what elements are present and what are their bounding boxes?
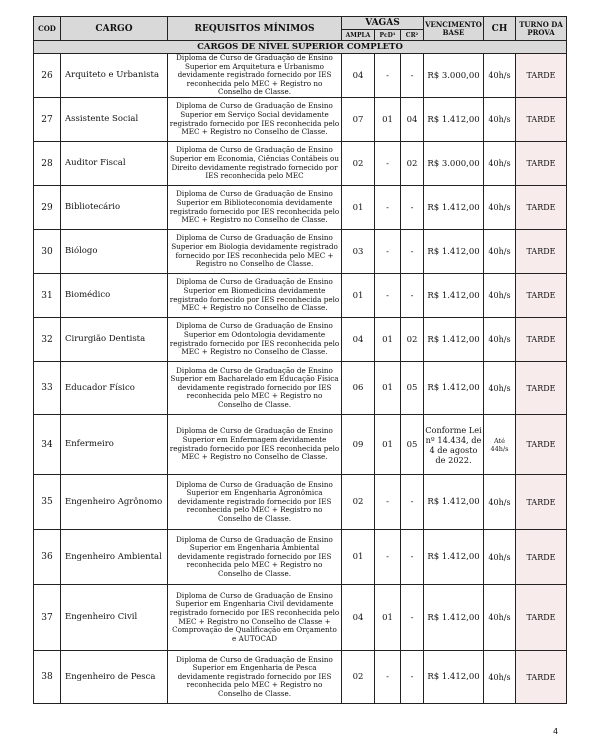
row-ch: 40h/s: [484, 98, 516, 142]
row-requisitos: Diploma de Curso de Graduação de Ensino Superior em Engenharia de Pesca devidamente registrado fornecido por IES reconhecida pelo MEC + Registro no Conselho de Classe.: [168, 651, 342, 704]
row-pcd: -: [375, 475, 401, 530]
row-cod: 33: [34, 362, 61, 415]
row-ch: Até 44h/s: [484, 415, 516, 475]
row-ch: 40h/s: [484, 651, 516, 704]
row-cr: 04: [401, 98, 424, 142]
row-cr: -: [401, 530, 424, 585]
row-cr: -: [401, 651, 424, 704]
row-ampla: 04: [342, 318, 375, 362]
row-cod: 31: [34, 274, 61, 318]
row-vencimento: R$ 1.412,00: [424, 318, 484, 362]
row-pcd: 01: [375, 585, 401, 651]
row-requisitos: Diploma de Curso de Graduação de Ensino Superior em Engenharia Civil devidamente registrado fornecido por IES reconhecida pelo MEC + Registro no Conselho de Classe + Comprovação de Qualificação em Orçamento e AUTOCAD: [168, 585, 342, 651]
row-requisitos: Diploma de Curso de Graduação de Ensino Superior em Biomedicina devidamente registrado fornecido por IES reconhecida pelo MEC + Registro no Conselho de Classe.: [168, 274, 342, 318]
row-ampla: 01: [342, 186, 375, 230]
row-cod: 34: [34, 415, 61, 475]
row-vencimento: R$ 1.412,00: [424, 186, 484, 230]
row-cargo: Auditor Fiscal: [61, 142, 168, 186]
row-turno: TARDE: [516, 651, 567, 704]
row-requisitos: Diploma de Curso de Graduação de Ensino Superior em Biblioteconomia devidamente registrado fornecido por IES reconhecida pelo MEC + Registro no Conselho de Classe.: [168, 186, 342, 230]
row-requisitos: Diploma de Curso de Graduação de Ensino Superior em Bacharelado em Educação Física devidamente registrado fornecido por IES reconhecida pelo MEC + Registro no Conselho de Classe.: [168, 362, 342, 415]
row-pcd: -: [375, 186, 401, 230]
row-turno: TARDE: [516, 142, 567, 186]
row-cod: 35: [34, 475, 61, 530]
table-row: [34, 142, 567, 186]
row-ampla: 06: [342, 362, 375, 415]
row-vencimento: R$ 3.000,00: [424, 142, 484, 186]
row-requisitos: Diploma de Curso de Graduação de Ensino Superior em Serviço Social devidamente registrado fornecido por IES reconhecida pelo MEC + Registro no Conselho de Classe.: [168, 98, 342, 142]
row-turno: TARDE: [516, 318, 567, 362]
table-row: [34, 475, 567, 530]
table-row: [34, 98, 567, 142]
row-cargo: Engenheiro Civil: [61, 585, 168, 651]
row-cargo: Biomédico: [61, 274, 168, 318]
row-ampla: 04: [342, 585, 375, 651]
row-cr: -: [401, 274, 424, 318]
row-vencimento: R$ 1.412,00: [424, 274, 484, 318]
row-vencimento: R$ 1.412,00: [424, 651, 484, 704]
row-turno: TARDE: [516, 274, 567, 318]
row-vencimento: R$ 1.412,00: [424, 475, 484, 530]
row-ch: 40h/s: [484, 585, 516, 651]
row-turno: TARDE: [516, 98, 567, 142]
row-cod: 27: [34, 98, 61, 142]
row-ch: 40h/s: [484, 362, 516, 415]
header-turno: TURNO DA PROVA: [516, 17, 567, 41]
row-turno: TARDE: [516, 530, 567, 585]
row-cargo: Educador Físico: [61, 362, 168, 415]
row-requisitos: Diploma de Curso de Graduação de Ensino Superior em Economia, Ciências Contábeis ou Direito devidamente registrado fornecido por IES reconhecida pelo MEC: [168, 142, 342, 186]
row-cr: -: [401, 186, 424, 230]
page-number: 4: [553, 727, 559, 736]
row-cod: 36: [34, 530, 61, 585]
table-row: [34, 186, 567, 230]
row-ampla: 02: [342, 475, 375, 530]
row-pcd: 01: [375, 362, 401, 415]
row-ch: 40h/s: [484, 530, 516, 585]
header-requisitos: REQUISITOS MÍNIMOS: [168, 17, 342, 41]
row-vencimento: R$ 1.412,00: [424, 362, 484, 415]
row-vencimento: Conforme Lei nº 14.434, de 4 de agosto de 2022.: [424, 415, 484, 475]
row-turno: TARDE: [516, 186, 567, 230]
row-pcd: 01: [375, 98, 401, 142]
table-row: [34, 415, 567, 475]
row-vencimento: R$ 1.412,00: [424, 230, 484, 274]
row-turno: TARDE: [516, 415, 567, 475]
row-cargo: Enfermeiro: [61, 415, 168, 475]
row-turno: TARDE: [516, 585, 567, 651]
table-row: [34, 318, 567, 362]
row-ch: 40h/s: [484, 54, 516, 98]
row-ampla: 07: [342, 98, 375, 142]
section-title: CARGOS DE NÍVEL SUPERIOR COMPLETO: [34, 41, 567, 54]
row-ampla: 01: [342, 274, 375, 318]
row-cargo: Biólogo: [61, 230, 168, 274]
row-cod: 32: [34, 318, 61, 362]
row-ch: 40h/s: [484, 318, 516, 362]
row-turno: TARDE: [516, 54, 567, 98]
header-cr: CR²: [401, 30, 424, 41]
row-cr: 05: [401, 362, 424, 415]
row-cargo: Engenheiro Agrônomo: [61, 475, 168, 530]
row-vencimento: R$ 3.000,00: [424, 54, 484, 98]
row-cr: -: [401, 585, 424, 651]
row-cr: -: [401, 54, 424, 98]
header-ch: CH: [484, 17, 516, 41]
row-ch: 40h/s: [484, 475, 516, 530]
row-ampla: 03: [342, 230, 375, 274]
header-cargo: CARGO: [61, 17, 168, 41]
row-cod: 29: [34, 186, 61, 230]
row-requisitos: Diploma de Curso de Graduação de Ensino Superior em Arquitetura e Urbanismo devidamente registrado fornecido por IES reconhecida pelo MEC + Registro no Conselho de Classe.: [168, 54, 342, 98]
row-pcd: -: [375, 274, 401, 318]
row-ch: 40h/s: [484, 142, 516, 186]
row-requisitos: Diploma de Curso de Graduação de Ensino Superior em Engenharia Ambiental devidamente registrado fornecido por IES reconhecida pelo MEC + Registro no Conselho de Classe.: [168, 530, 342, 585]
table-row: [34, 651, 567, 704]
positions-table: [33, 16, 567, 704]
row-cod: 38: [34, 651, 61, 704]
row-pcd: -: [375, 142, 401, 186]
row-cod: 37: [34, 585, 61, 651]
row-requisitos: Diploma de Curso de Graduação de Ensino Superior em Enfermagem devidamente registrado fornecido por IES reconhecida pelo MEC + Registro no Conselho de Classe.: [168, 415, 342, 475]
table-row: [34, 530, 567, 585]
row-ampla: 02: [342, 651, 375, 704]
row-requisitos: Diploma de Curso de Graduação de Ensino Superior em Odontologia devidamente registrado fornecido por IES reconhecida pelo MEC + Registro no Conselho de Classe.: [168, 318, 342, 362]
header-vagas: VAGAS: [342, 17, 424, 30]
row-cr: -: [401, 230, 424, 274]
row-cargo: Engenheiro de Pesca: [61, 651, 168, 704]
row-cr: 02: [401, 142, 424, 186]
row-cr: 02: [401, 318, 424, 362]
row-ch: 40h/s: [484, 274, 516, 318]
table-row: [34, 274, 567, 318]
row-pcd: 01: [375, 318, 401, 362]
row-cr: -: [401, 475, 424, 530]
row-cargo: Arquiteto e Urbanista: [61, 54, 168, 98]
row-cargo: Assistente Social: [61, 98, 168, 142]
row-turno: TARDE: [516, 230, 567, 274]
row-pcd: -: [375, 530, 401, 585]
row-requisitos: Diploma de Curso de Graduação de Ensino Superior em Biologia devidamente registrado fornecido por IES reconhecida pelo MEC + Registro no Conselho de Classe.: [168, 230, 342, 274]
header-pcd: PcD¹: [375, 30, 401, 41]
row-pcd: -: [375, 230, 401, 274]
row-vencimento: R$ 1.412,00: [424, 98, 484, 142]
row-vencimento: R$ 1.412,00: [424, 585, 484, 651]
header-ampla: AMPLA: [342, 30, 375, 41]
row-cod: 30: [34, 230, 61, 274]
row-cod: 26: [34, 54, 61, 98]
header-vencimento: VENCIMENTO BASE: [424, 17, 484, 41]
table-row: [34, 362, 567, 415]
row-turno: TARDE: [516, 475, 567, 530]
row-ch: 40h/s: [484, 186, 516, 230]
table-row: [34, 230, 567, 274]
row-pcd: -: [375, 651, 401, 704]
table-row: [34, 54, 567, 98]
row-ampla: 02: [342, 142, 375, 186]
row-turno: TARDE: [516, 362, 567, 415]
row-cargo: Engenheiro Ambiental: [61, 530, 168, 585]
header-cod: COD: [34, 17, 61, 41]
row-vencimento: R$ 1.412,00: [424, 530, 484, 585]
row-cod: 28: [34, 142, 61, 186]
row-pcd: -: [375, 54, 401, 98]
row-ampla: 04: [342, 54, 375, 98]
row-cr: 05: [401, 415, 424, 475]
row-cargo: Cirurgião Dentista: [61, 318, 168, 362]
row-ampla: 09: [342, 415, 375, 475]
row-ampla: 01: [342, 530, 375, 585]
row-ch: 40h/s: [484, 230, 516, 274]
table-row: [34, 585, 567, 651]
row-requisitos: Diploma de Curso de Graduação de Ensino Superior em Engenharia Agronômica devidamente registrado fornecido por IES reconhecida pelo MEC + Registro no Conselho de Classe.: [168, 475, 342, 530]
row-pcd: 01: [375, 415, 401, 475]
row-cargo: Bibliotecário: [61, 186, 168, 230]
